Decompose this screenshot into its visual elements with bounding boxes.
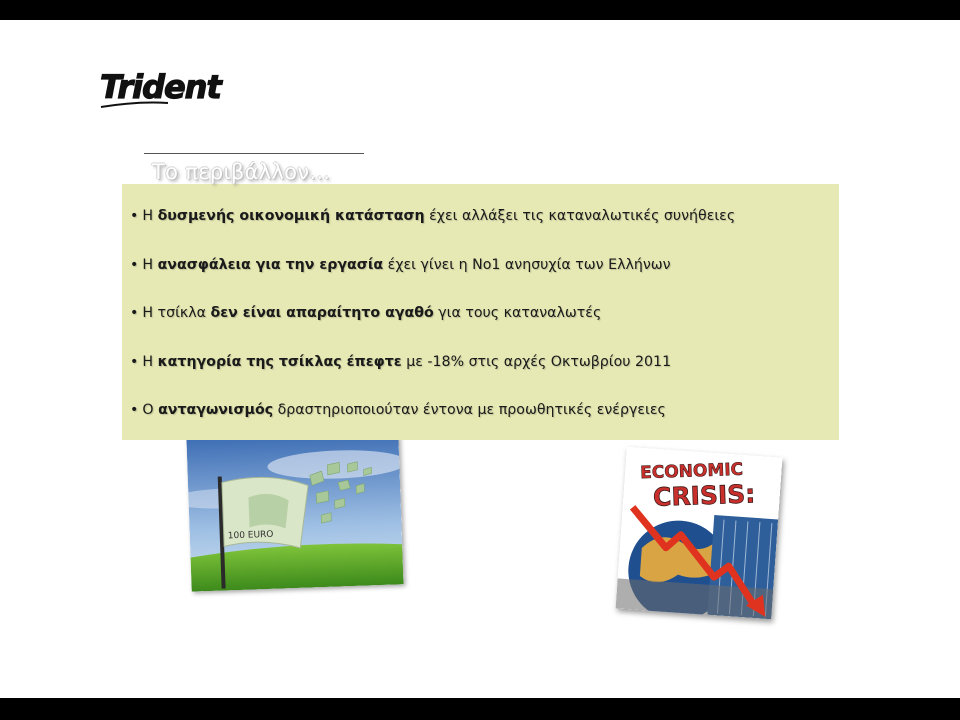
content-box — [122, 184, 839, 440]
bullet-list — [130, 208, 735, 451]
crisis-headline-line1: ECONOMIC — [639, 459, 744, 484]
banknote-text: 100 EURO — [227, 529, 274, 542]
bullet-item: • Ο ανταγωνισμός δραστηριοποιούταν έντονα με προωθητικές ενέργειες — [130, 402, 666, 418]
bullet-item: • Η δυσμενής οικονομική κατάσταση έχει αλλάξει τις καταναλωτικές συνήθειες — [130, 208, 736, 224]
bullet-item: • Η τσίκλα δεν είναι απαραίτητο αγαθό για τους καταναλωτές — [130, 305, 602, 321]
trident-logo — [98, 66, 250, 112]
slide-title: Το περιβάλλον... — [152, 160, 331, 184]
top-black-bar — [0, 0, 960, 20]
bullet-item: • Η ανασφάλεια για την εργασία έχει γίνει η Νο1 ανησυχία των Ελλήνων — [130, 256, 671, 273]
euro-flag-image — [186, 432, 403, 591]
title-underline — [144, 153, 364, 154]
bottom-black-bar — [0, 698, 960, 720]
crisis-headline-line2: CRISIS: — [652, 479, 756, 512]
economic-crisis-image — [616, 447, 783, 619]
logo-text: Trident — [100, 68, 221, 106]
bullet-item: • Η κατηγορία της τσίκλας έπεφτε με -18% στις αρχές Οκτωβρίου 2011 — [130, 353, 672, 370]
